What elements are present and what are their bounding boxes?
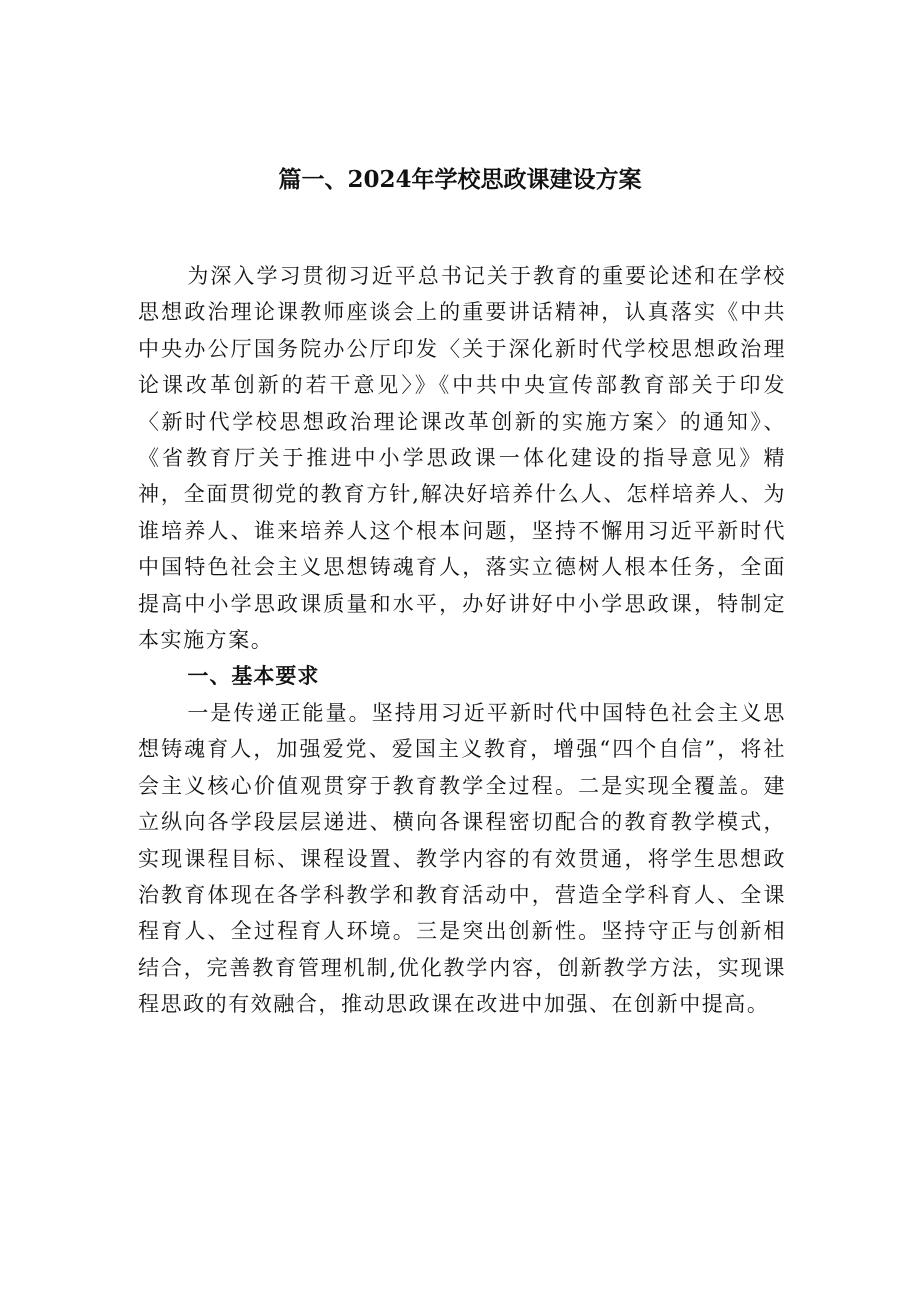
- section-heading-basic-requirements: 一、基本要求: [187, 663, 320, 689]
- basic-requirements-paragraph: 一是传递正能量。坚持用习近平新时代中国特色社会主义思想铸魂育人，加强爱党、爱国主义教育，增强“四个自信”，将社会主义核心价值观贯穿于教育教学全过程。二是实现全覆盖。建立纵向各学段层层递进、横向各课程密切配合的教育教学模式，实现课程目标、课程设置、教学内容的有效贯通，将学生思想政治教育体现在各学科教学和教育活动中，营造全学科育人、全课程育人、全过程育人环境。三是突出创新性。坚持守正与创新相结合，完善教育管理机制,优化教学内容，创新教学方法，实现课程思政的有效融合，推动思政课在改进中加强、在创新中提高。: [138, 700, 786, 1017]
- document-body: [138, 258, 786, 1023]
- document-title: 篇一、2024年学校思政课建设方案: [278, 166, 642, 193]
- intro-paragraph: 为深入学习贯彻习近平总书记关于教育的重要论述和在学校思想政治理论课教师座谈会上的重要讲话精神，认真落实《中共中央办公厅国务院办公厅印发〈关于深化新时代学校思想政治理论课改革创新的若干意见〉》《中共中央宣传部教育部关于印发〈新时代学校思想政治理论课改革创新的实施方案〉的通知》、《省教育厅关于推进中小学思政课一体化建设的指导意见》精神，全面贯彻党的教育方针,解决好培养什么人、怎样培养人、为谁培养人、谁来培养人这个根本问题，坚持不懈用习近平新时代中国特色社会主义思想铸魂育人，落实立德树人根本任务，全面提高中小学思政课质量和水平，办好讲好中小学思政课，特制定本实施方案。: [138, 264, 786, 653]
